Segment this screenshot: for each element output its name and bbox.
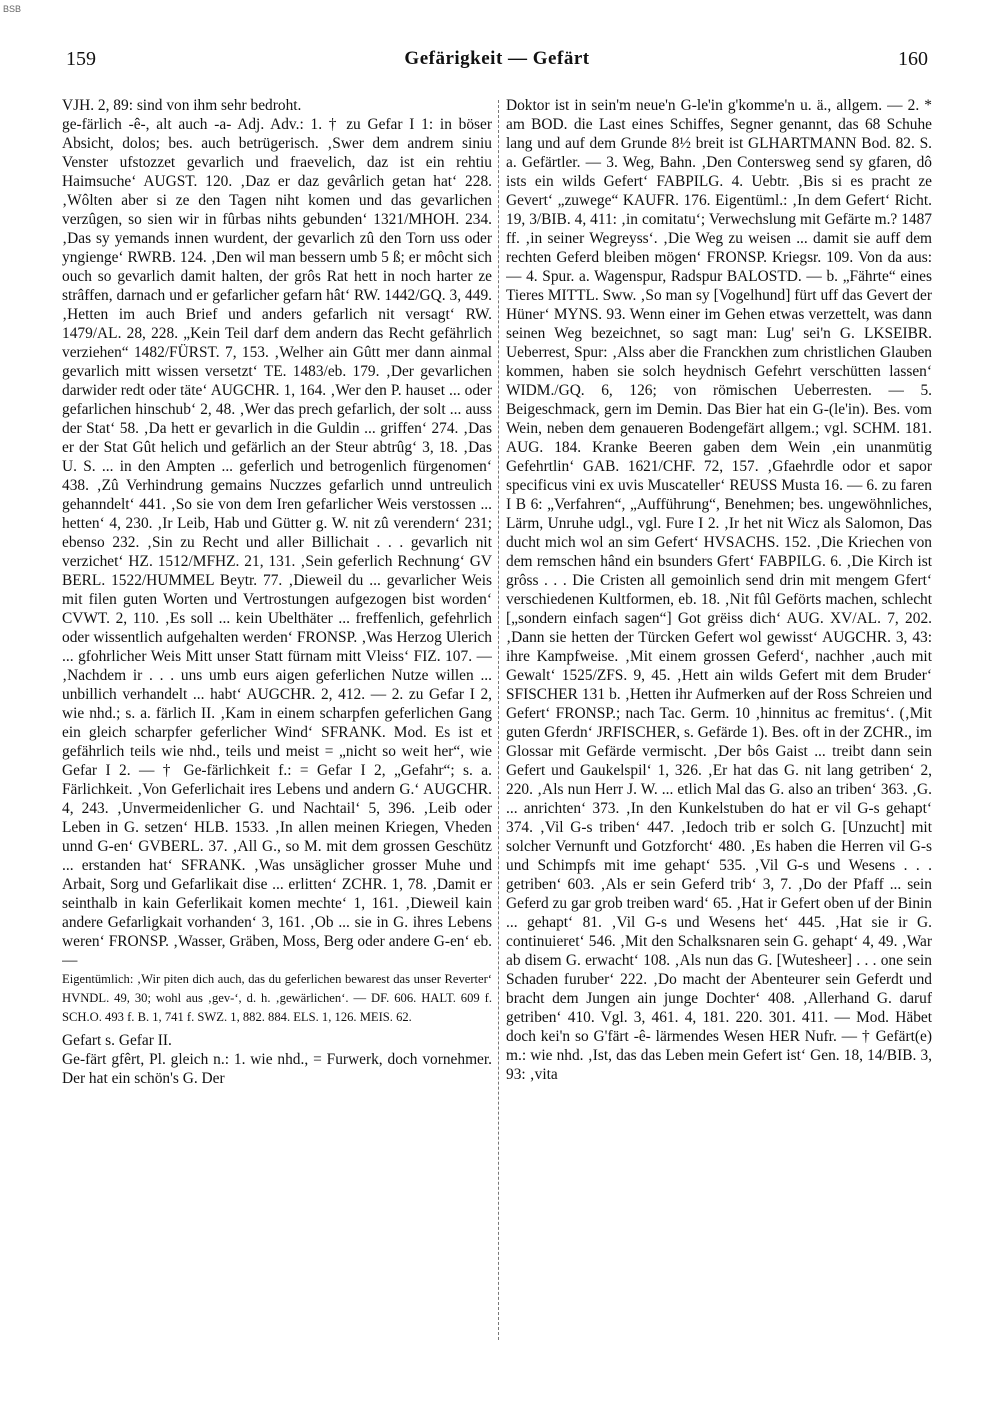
right-column bbox=[506, 96, 932, 1346]
entry-continuation: VJH. 2, 89: sind von ihm sehr bedroht. bbox=[62, 97, 302, 114]
library-stamp: BSB bbox=[3, 4, 22, 14]
entry-footnote: Eigentümlich: ‚Wir piten dich auch, das du geferlichen bewarest das unser Reverter‘ HVNDL. 49, 30; wohl aus ‚gev-‘, d. h. ‚gewärlichen‘. — DF. 606. HALT. 609 f. SCH.O. 493 f. B. 1, 741 f. SWZ. 1, 882. 884. ELS. 1, 126. MEIS. 62. bbox=[62, 972, 492, 1024]
page-header bbox=[66, 44, 928, 74]
page-number-right: 160 bbox=[898, 48, 928, 70]
entry-gefaerlich: ge-färlich -ê-, alt auch -a- Adj. Adv.: 1. † zu Gefar I 1: in böser Absicht, dolos; bes. auch betrügerisch. ‚Swer dem andrem siniu Venster ufstozzet gevarlich und fraevelich, daz ist ein rehtiu Haimsuche‘ AUGST. 120. ‚Daz er daz gevârlich getan hat‘ 228. ‚Wôlten aber si ze den Tagen niht komen und das gevarlichen verzûgen, so sien wir in fûrbas nihts gebunden‘ 1321/MHOH. 234. ‚Das sy yemands innen wurdent, der gevarlich zû den Torn uss oder yngienge‘ RWRB. 124. ‚Den wil man bessern umb 5 ß; er môcht sich ouch so gevarlich damit halten, der grôs Rat hett in noch harter ze strâffen, darnach und er gefarlicher gefarn hât‘ RW. 1442/GQ. 3, 449. ‚Hetten im auch Brief und anders gefarlich nit versagt‘ RW. 1479/AL. 28, 228. „Kein Teil darf dem andern das Recht gefährlich verziehen“ 1482/FÜRST. 7, 153. ‚Welher ain Gûtt mer dann ainmal gevarlich mitt wissen versetzt‘ TE. 1483/eb. 179. ‚Der gevarlichen darwider redt oder täte‘ AUGCHR. 1, 164. ‚Wer den P. hauset ... oder gefarlichen hinschub‘ 2, 48. ‚Wer das prech gefarlich, der solt ... auss der Stat‘ 58. ‚Da hett er gevarlich in die Guldin ... griffen‘ 274. ‚Das er der Stat Gût helich und gefärlich an der Steur abtrûg‘ 3, 18. ‚Das U. S. ... in den Ampten ... geferlich und betrogenlich fürgenomen‘ 438. ‚Zû Verhindrung gemains Nuczzes gefarlich unnd untreulich gehanndelt‘ 441. ‚So sie von dem Iren gefarlicher Weis verstossen ... hetten‘ 4, 230. ‚Ir Leib, Hab und Gütter g. W. nit zû verendern‘ 231; ebenso 232. ‚Sin zu Recht und aller Billichait . . . gevarlich nit verzichet‘ HZ. 1512/MFHZ. 21, 131. ‚Sein geferlich Rechnung‘ GV BERL. 1522/HUMMEL Beytr. 77. ‚Dieweil du ... gevarlicher Weis mit filen guten Worten und Vertrostungen aufgezogen bist worden‘ CVWT. 2, 110. ‚Es soll ... kein Ubelthäter ... freffenlich, gefehrlich oder wissentlich aufgehalten werden‘ FRONSP. ‚Was Herzog Ulerich ... gfohrlicher Weis Mitt unser Statt fürnam mitt Vleiss‘ FIZ. 107. — ‚Nachdem ir . . . uns umb eurs aigen geferlichen Nutze willen ... unbillich verhandelt ... habt‘ AUGCHR. 2, 412. — 2. zu Gefar I 2, wie nhd.; s. a. färlich II. ‚Kam in einem scharpfen geferlichen Gang ein gleich scharpfer geferlicher Wind‘ SFRANK. Mod. Es ist et gefährlich teils wie nhd., teils und meist = „nicht so weit her“, wie Gefar I 2. — † Ge-färlichkeit f.: = Gefar I 2, „Gefahr“; s. a. Färlichkeit. ‚Von Geferlichait ires Lebens und andern G.‘ AUGCHR. 4, 243. ‚Unvermeidenlicher G. und Nachtail‘ 5, 396. ‚Leib oder Leben in G. setzen‘ HLB. 1533. ‚In allen meinen Kriegen, Vheden unnd G-en‘ GVBERL. 37. ‚All G., so M. mit dem grossen Geschütz ... erstanden hat‘ SFRANK. ‚Was unsäglicher grosser Muhe und Arbait, Sorg und Gefarlikait dise ... erlitten‘ ZCHR. 1, 78. ‚Damit er seinthalb in kain Geferlikait komen mechte‘ 1, 161. ‚Dieweil kain andere Gefarligkait vorhanden‘ 3, 161. ‚Ob ... sie in G. ihres Lebens weren‘ FRONSP. ‚Wasser, Gräben, Moss, Berg oder andere G-en‘ eb. — bbox=[62, 116, 492, 969]
running-title: Gefärigkeit — Gefärt bbox=[404, 48, 590, 69]
left-column bbox=[62, 96, 492, 1346]
entry-gefart: Gefart s. Gefar II. bbox=[62, 1032, 172, 1049]
page-number-left: 159 bbox=[66, 48, 96, 70]
entry-gefaert: Ge-färt gfêrt, Pl. gleich n.: 1. wie nhd., = Furwerk, doch vornehmer. Der hat ein schön's G. Der bbox=[62, 1051, 492, 1087]
column-divider bbox=[498, 100, 499, 1340]
entry-gefaert-continued: Doktor ist in sein'm neue'n G-le'in g'komme'n u. ä., allgem. — 2. * am BOD. die Last eines Schiffes, Segner genannt, das 68 Schuhe lang und auf dem Grunde 8½ breit ist GLHARTMANN Bod. 82. S. a. Gefärtler. — 3. Weg, Bahn. ‚Den Contersweg send sy gfaren, dô ists ein wilds Gefert‘ FABPILG. 4. Uebtr. ‚Bis si es pracht ze Gevert‘ „zuwege“ KAUFR. 176. Eigentüml.: ‚In dem Gefert‘ Richt. 19, 3/BIB. 4, 411: ‚in comitatu‘; Verwechslung mit Gefärte m.? 1487 ff. ‚in seiner Wegreyss‘. ‚Die Weg zu weisen ... damit sie auff dem rechten Geferd bleiben mögen‘ FRONSP. Kriegsr. 109. Von da aus: — 4. Spur. a. Wagenspur, Radspur BALOSTD. — b. „Fährte“ eines Tieres MITTL. Sww. ‚So man sy [Vogelhund] fürt uff das Gevert der Hüner‘ MYNS. 93. Wenn einer im Gehen etwas verzettelt, was dann seinen Weg bezeichnet, so sagt man: Lug' sei'n G. LKSEIBR. Ueberrest, Spur: ‚Alss aber die Franckhen zum christlichen Glauben kommen, haben sie solch heydnisch Gefehrt verschütten lassen‘ WIDM./GQ. 6, 126; von römischen Ueberresten. — 5. Beigeschmack, gern im Demin. Das Bier hat ein G-(le'in). Bes. vom Wein, neben dem genaueren Bodengefärt allgem.; vgl. SCHM. 181. AUG. 184. Kranke Beeren gaben dem Wein ‚ein unanmütig Gefehrtlin‘ GAB. 1621/CHF. 72, 157. ‚Gfaehrdle odor et sapor specificus vini ex uvis Muscateller‘ REUSS Musta 16. — 6. zu faren I B 6: „Verfahren“, „Aufführung“, Benehmen; bes. ungewöhnliches, Lärm, Unruhe udgl., vgl. Fure I 2. ‚Ir het nit Wicz als Salomon, Das ducht mich wol an sim Gefert‘ HVSACHS. 152. ‚Die Kriechen von dem remschen hând ein bsunders Gfert‘ FABPILG. 6. ‚Die Kirch ist grôss . . . Die Cristen all gemoinlich send drin mit mengem Gfert‘ verschiedenen Kultformen, eb. 18. ‚Nit fûl Geförts machen, schlecht [„sondern einfach sagen“] Got grëiss dich‘ AUG. XV/AL. 7, 202. ‚Dann sie hetten der Türcken Gefert wol gewisst‘ AUGCHR. 3, 43: ihre Kampfweise. ‚Mit einem grossen Geferd‘, nachher ‚auch mit Gewalt‘ 1525/ZFS. 9, 45. ‚Hett ain wilds Gefert mit dem Bruder‘ SFISCHER 131 b. ‚Hetten ihr Aufmerken auf der Ross Schreien und Gefert‘ FRONSP.; nach Tac. Germ. 10 ‚hinnitus ac fremitus‘. (‚Mit guten Gferdn‘ JRFISCHER, s. Gefärde 1). Bes. oft in der ZCHR., im Glossar mit Gefärde vermischt. ‚Der bôs Gaist ... treibt dann sein Gefert und Gaukelspil‘ 1, 326. ‚Er hat das G. nit lang getriben‘ 2, 220. ‚Als nun Herr J. W. ... etlich Mal das G. also an triben‘ 363. ‚G. ... anrichten‘ 373. ‚In den Kunkelstuben do hat er vil G-s gehapt‘ 374. ‚Vil G-s triben‘ 447. ‚Iedoch trib er solch G. [Unzucht] mit solcher Vernunft und Gotzforcht‘ 480. ‚Es haben die Herren vil G-s und Schimpfs mit ime gehapt‘ 535. ‚Vil G-s und Wesens . . . getriben‘ 603. ‚Als er sein Geferd trib‘ 3, 7. ‚Do der Pfaff ... sein Geferd zu gar grob treiben ward‘ 65. ‚Hat ir Gefert oben uf der Binin ... gehapt‘ 81. ‚Vil G-s und Wesens het‘ 445. ‚Hat sie ir G. continuieret‘ 546. ‚Mit den Schalksnaren sein G. gehapt‘ 4, 49. ‚War ab disem G. erwacht‘ 108. ‚Als nun das G. [Wutesheer] . . . one sein Schaden furuber‘ 222. ‚Do macht der Abenteurer sein Geferdt und bracht dem Jungen ain junge Dochter‘ 408. ‚Allerhand G. daruf getriben‘ 410. Vgl. 3, 461. 4, 181. 220. 301. 411. — Mod. Häbet doch kei'n so G'färt -ê- lärmendes Wesen HER Nufr. — † Gefärt(e) m.: wie nhd. ‚Ist, das das Leben mein Gefert ist‘ Gen. 18, 14/BIB. 3, 93: ‚vita bbox=[506, 97, 932, 1083]
